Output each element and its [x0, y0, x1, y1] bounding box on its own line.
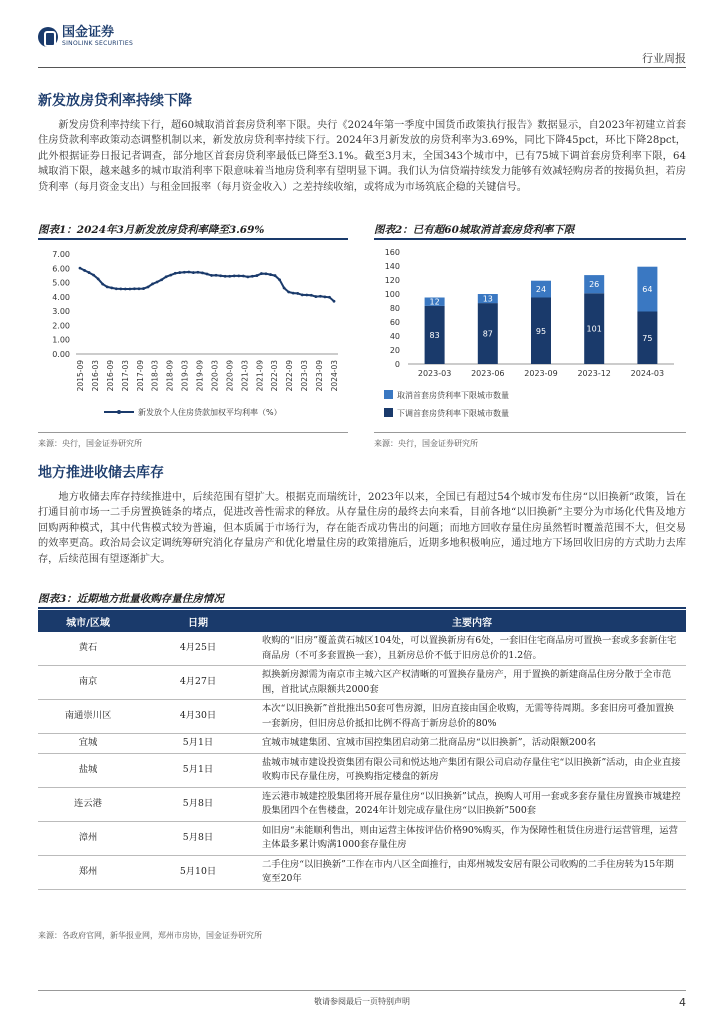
header-divider — [38, 67, 686, 68]
data-point — [115, 287, 118, 290]
table-cell-city: 南京 — [38, 666, 138, 700]
y-tick-label: 100 — [384, 290, 400, 299]
y-tick-label: 5.00 — [52, 278, 70, 288]
data-label-lowered: 87 — [482, 329, 493, 339]
x-tick-label: 2023-03 — [417, 369, 452, 378]
data-point — [210, 274, 213, 277]
x-tick-label: 2021-03 — [240, 360, 250, 392]
data-label-cancelled: 64 — [642, 285, 653, 295]
housing-purchase-table — [38, 610, 686, 890]
y-tick-label: 0 — [394, 360, 400, 369]
table-cell-content: 拟换新房源需为南京市主城六区产权清晰的可置换存量房产，用于置换的新建商品住房分散于全市范围，首批试点限额共2000套 — [258, 666, 686, 700]
table-cell-city: 南通崇川区 — [38, 700, 138, 734]
x-tick-label: 2023-06 — [471, 369, 505, 378]
legend-swatch-lowered — [384, 408, 393, 417]
data-point — [283, 287, 286, 290]
data-point — [292, 292, 295, 295]
x-tick-label: 2018-09 — [165, 360, 175, 392]
y-tick-label: 7.00 — [52, 250, 70, 259]
table-row — [38, 787, 686, 821]
x-tick-label: 2024-03 — [630, 369, 665, 378]
column-header-content: 主要内容 — [258, 610, 686, 632]
x-tick-label: 2020-03 — [210, 360, 220, 392]
y-tick-label: 80 — [389, 304, 400, 313]
data-point — [128, 288, 131, 291]
legend-marker — [117, 410, 121, 414]
data-point — [314, 295, 317, 298]
data-point — [165, 275, 168, 278]
data-point — [133, 287, 136, 290]
table-cell-content: 盐城市城市建设投资集团有限公司和悦达地产集团有限公司启动存量住宅“以旧换新”活动，由企业直接收购市民存量住房，可换购指定楼盘的新房 — [258, 753, 686, 787]
figure3-source: 来源：各政府官网，新华报业网，郑州市房协，国金证券研究所 — [38, 931, 262, 940]
data-point — [174, 272, 177, 275]
figure2-bottom-rule — [374, 432, 686, 433]
table-cell-date: 4月30日 — [138, 700, 258, 734]
paragraph-mortgage-rate: 新发房贷利率持续下行，超60城取消首套房贷利率下限。央行《2024年第一季度中国货币政策执行报告》数据显示，自2023年初建立首套住房贷款利率政策动态调整机制以来，新发放房贷利率持续下行。2024年3月新发放的房贷利率为3.69%，同比下降45pct，环比下降28pct，此外根据证券日报记者调查，部分地区首套房贷利率最低已降至3.1%。截至3月末，全国343个城市中，已有75城下调首套房贷利率下限，64城取消下限，越来越多的城市取消利率下限意味着当地房贷利率有望明显下调。我们认为信贷端持续发力能够有效减轻购房者的按揭负担，若房贷利率（每月资金支出）与租金回报率（每月资金收入）之差持续收缩，或将成为市场筑底企稳的关键信号。 — [38, 120, 686, 193]
data-point — [92, 274, 95, 277]
data-point — [287, 291, 290, 294]
table-row — [38, 700, 686, 734]
y-tick-label: 20 — [389, 346, 400, 355]
y-tick-label: 1.00 — [52, 335, 70, 345]
data-point — [169, 274, 172, 277]
figure2-stacked-bar-chart — [374, 244, 686, 434]
data-point — [88, 271, 91, 274]
y-tick-label: 2.00 — [52, 321, 70, 331]
logo-cn-text: 国金证券 — [62, 25, 115, 40]
data-point — [219, 274, 222, 277]
data-point — [183, 271, 186, 274]
column-header-city: 城市/区域 — [38, 610, 138, 632]
data-point — [178, 271, 181, 274]
table-cell-city: 连云港 — [38, 787, 138, 821]
data-point — [246, 275, 249, 278]
data-point — [201, 271, 204, 274]
section-title-destocking: 地方推进收储去库存 — [38, 465, 164, 481]
data-label-lowered: 95 — [535, 326, 547, 336]
paragraph-destocking: 地方收储去库存持续推进中，后续范围有望扩大。根据克而瑞统计，2023年以来，全国已有超过54个城市发布住房“以旧换新”政策，旨在打通目前市场一二手房置换链条的堵点，促进改善性需求的释放。从存量住房的最终去向来看，目前各地“以旧换新”主要分为市场化代售及地方回购两种模式，其中代售模式较为普遍，但本质属于市场行为，存在能否成功售出的问题；而地方回收存量住房虽然暂时覆盖范围不大，但交易的效率更高。政治局会议定调统筹研究消化存量房产和优化增量住房的政策措施后，近期多地积极响应，通过地方下场回收旧房的方式助力去库存，后续范围有望逐渐扩大。 — [38, 492, 686, 565]
data-point — [237, 274, 240, 277]
x-tick-label: 2023-09 — [315, 360, 325, 392]
y-tick-label: 60 — [389, 318, 400, 327]
data-point — [124, 288, 127, 291]
data-point — [328, 296, 331, 299]
table-cell-content: 本次“以旧换新”首批推出50套可售房源，旧房直接由国企收购，无需等待周期。多套旧房可叠加置换一套新房，但旧房总价抵扣比例不得高于新房总价的80% — [258, 700, 686, 734]
x-tick-label: 2022-09 — [285, 360, 295, 392]
data-point — [233, 274, 236, 277]
y-tick-label: 3.00 — [52, 307, 70, 317]
data-label-lowered: 75 — [642, 333, 653, 343]
table-cell-date: 5月1日 — [138, 734, 258, 754]
y-tick-label: 140 — [384, 262, 400, 271]
data-point — [147, 286, 150, 289]
data-point — [269, 273, 272, 276]
data-point — [187, 271, 190, 274]
x-tick-label: 2016-03 — [90, 360, 100, 392]
data-point — [151, 282, 154, 285]
footer-divider — [38, 990, 686, 991]
data-point — [310, 294, 313, 297]
table-cell-city: 盐城 — [38, 753, 138, 787]
table-row — [38, 855, 686, 889]
x-tick-label: 2018-03 — [150, 360, 160, 392]
figure1-title-rule — [38, 238, 348, 240]
y-tick-label: 160 — [384, 248, 400, 257]
data-point — [274, 274, 277, 277]
section-title-mortgage-rate: 新发放房贷利率持续下降 — [38, 93, 192, 109]
data-point — [278, 278, 281, 281]
footer-disclaimer: 敬请参阅最后一页特别声明 — [314, 997, 410, 1006]
data-point — [106, 285, 109, 288]
data-point — [224, 275, 227, 278]
x-tick-label: 2022-03 — [270, 360, 280, 392]
x-tick-label: 2019-03 — [180, 360, 190, 392]
legend-label: 新发放个人住房贷款加权平均利率（%） — [138, 408, 282, 417]
data-point — [79, 267, 82, 270]
y-tick-label: 6.00 — [52, 264, 70, 274]
table-cell-date: 5月8日 — [138, 787, 258, 821]
data-point — [260, 272, 263, 275]
data-point — [333, 300, 336, 303]
table-row — [38, 666, 686, 700]
data-point — [138, 287, 141, 290]
x-tick-label: 2019-09 — [195, 360, 205, 392]
table-cell-content: 收购的“旧房”覆盖黄石城区104处，可以置换新房有6处，一套旧住宅商品房可置换一套或多套新住宅商品房（不可多套置换一套），且新房总价不低于旧房总价的1.2倍。 — [258, 632, 686, 666]
data-label-cancelled: 26 — [589, 280, 600, 290]
table-cell-date: 5月10日 — [138, 855, 258, 889]
table-header-row — [38, 610, 686, 632]
figure1-bottom-rule — [38, 432, 348, 433]
table-cell-city: 漳州 — [38, 821, 138, 855]
data-point — [255, 274, 258, 277]
x-tick-label: 2017-09 — [135, 360, 145, 392]
data-point — [197, 271, 200, 274]
data-point — [265, 272, 268, 275]
report-type: 行业周报 — [642, 52, 686, 65]
table-cell-date: 5月8日 — [138, 821, 258, 855]
logo-en-text: SINOLINK SECURITIES — [62, 40, 134, 47]
data-label-lowered: 83 — [429, 330, 440, 340]
data-point — [319, 295, 322, 298]
company-logo — [38, 26, 133, 47]
logo-icon — [38, 27, 58, 47]
table-cell-content: 宜城市城建集团、宜城市国控集团启动第二批商品房“以旧换新”，活动限额200名 — [258, 734, 686, 754]
data-point — [215, 274, 218, 277]
table-row — [38, 632, 686, 666]
x-tick-label: 2024-03 — [330, 360, 339, 392]
figure2-title: 图表2：已有超60城取消首套房贷利率下限 — [374, 224, 575, 236]
legend-swatch-cancelled — [384, 390, 393, 399]
data-point — [251, 275, 254, 278]
data-label-cancelled: 13 — [482, 294, 493, 304]
x-tick-label: 2017-03 — [120, 360, 130, 392]
table-row — [38, 734, 686, 754]
data-point — [156, 281, 159, 284]
table-cell-date: 4月27日 — [138, 666, 258, 700]
table-cell-content: 二手住房“以旧换新”工作在市内八区全面推行，由郑州城发安居有限公司收购的二手住房转为15年期宽至20年 — [258, 855, 686, 889]
y-tick-label: 4.00 — [52, 292, 70, 302]
y-tick-label: 40 — [389, 332, 400, 341]
table-cell-content: 连云港市城建控股集团将开展存量住房“以旧换新”试点，换购人可用一套或多套存量住房置换市城建控股集团四个在售楼盘，2024年计划完成存量住房“以旧换新”500套 — [258, 787, 686, 821]
table-cell-city: 郑州 — [38, 855, 138, 889]
data-label-cancelled: 12 — [429, 297, 440, 307]
data-point — [83, 269, 86, 272]
y-tick-label: 120 — [384, 276, 400, 285]
data-point — [301, 293, 304, 296]
table-row — [38, 753, 686, 787]
legend-label-lowered: 下调首套房贷利率下限城市数量 — [397, 409, 509, 418]
x-tick-label: 2016-09 — [105, 360, 115, 392]
data-point — [97, 277, 100, 280]
data-point — [142, 287, 145, 290]
data-point — [119, 287, 122, 290]
x-tick-label: 2023-03 — [300, 360, 310, 392]
data-point — [160, 278, 163, 281]
y-tick-label: 0.00 — [52, 350, 70, 359]
legend-label-cancelled: 取消首套房贷利率下限城市数量 — [397, 391, 509, 400]
table-row — [38, 821, 686, 855]
x-tick-label: 2021-09 — [255, 360, 265, 392]
figure3-title-rule — [38, 607, 686, 609]
data-point — [101, 283, 104, 286]
data-point — [296, 292, 299, 295]
table-cell-content: 如旧房“未能顺利售出，则由运营主体按评估价格90%购买，作为保障性租赁住房进行运营管理，运营主体最多累计购满1000套存量住房 — [258, 821, 686, 855]
data-label-lowered: 101 — [586, 324, 602, 334]
page-header — [0, 0, 724, 70]
x-tick-label: 2023-12 — [577, 369, 611, 378]
x-tick-label: 2015-09 — [76, 360, 85, 392]
figure1-line-chart — [38, 244, 348, 426]
data-point — [192, 271, 195, 274]
data-point — [242, 275, 245, 278]
figure3-title: 图表3：近期地方批量收购存量住房情况 — [38, 593, 224, 605]
data-label-cancelled: 24 — [535, 285, 547, 295]
table-cell-city: 宜城 — [38, 734, 138, 754]
data-point — [228, 275, 231, 278]
figure1-title: 图表1：2024年3月新发放房贷利率降至3.69% — [38, 224, 265, 236]
x-tick-label: 2020-09 — [225, 360, 235, 392]
page-number: 4 — [679, 996, 686, 1009]
table-cell-city: 黄石 — [38, 632, 138, 666]
table-cell-date: 5月1日 — [138, 753, 258, 787]
data-point — [206, 273, 209, 276]
column-header-date: 日期 — [138, 610, 258, 632]
x-tick-label: 2023-09 — [524, 369, 558, 378]
data-point — [305, 294, 308, 297]
figure2-title-rule — [374, 238, 686, 240]
figure2-source: 来源：央行，国金证券研究所 — [374, 439, 478, 448]
data-point — [110, 286, 113, 289]
figure1-source: 来源：央行，国金证券研究所 — [38, 439, 142, 448]
table-cell-date: 4月25日 — [138, 632, 258, 666]
data-point — [324, 295, 327, 298]
